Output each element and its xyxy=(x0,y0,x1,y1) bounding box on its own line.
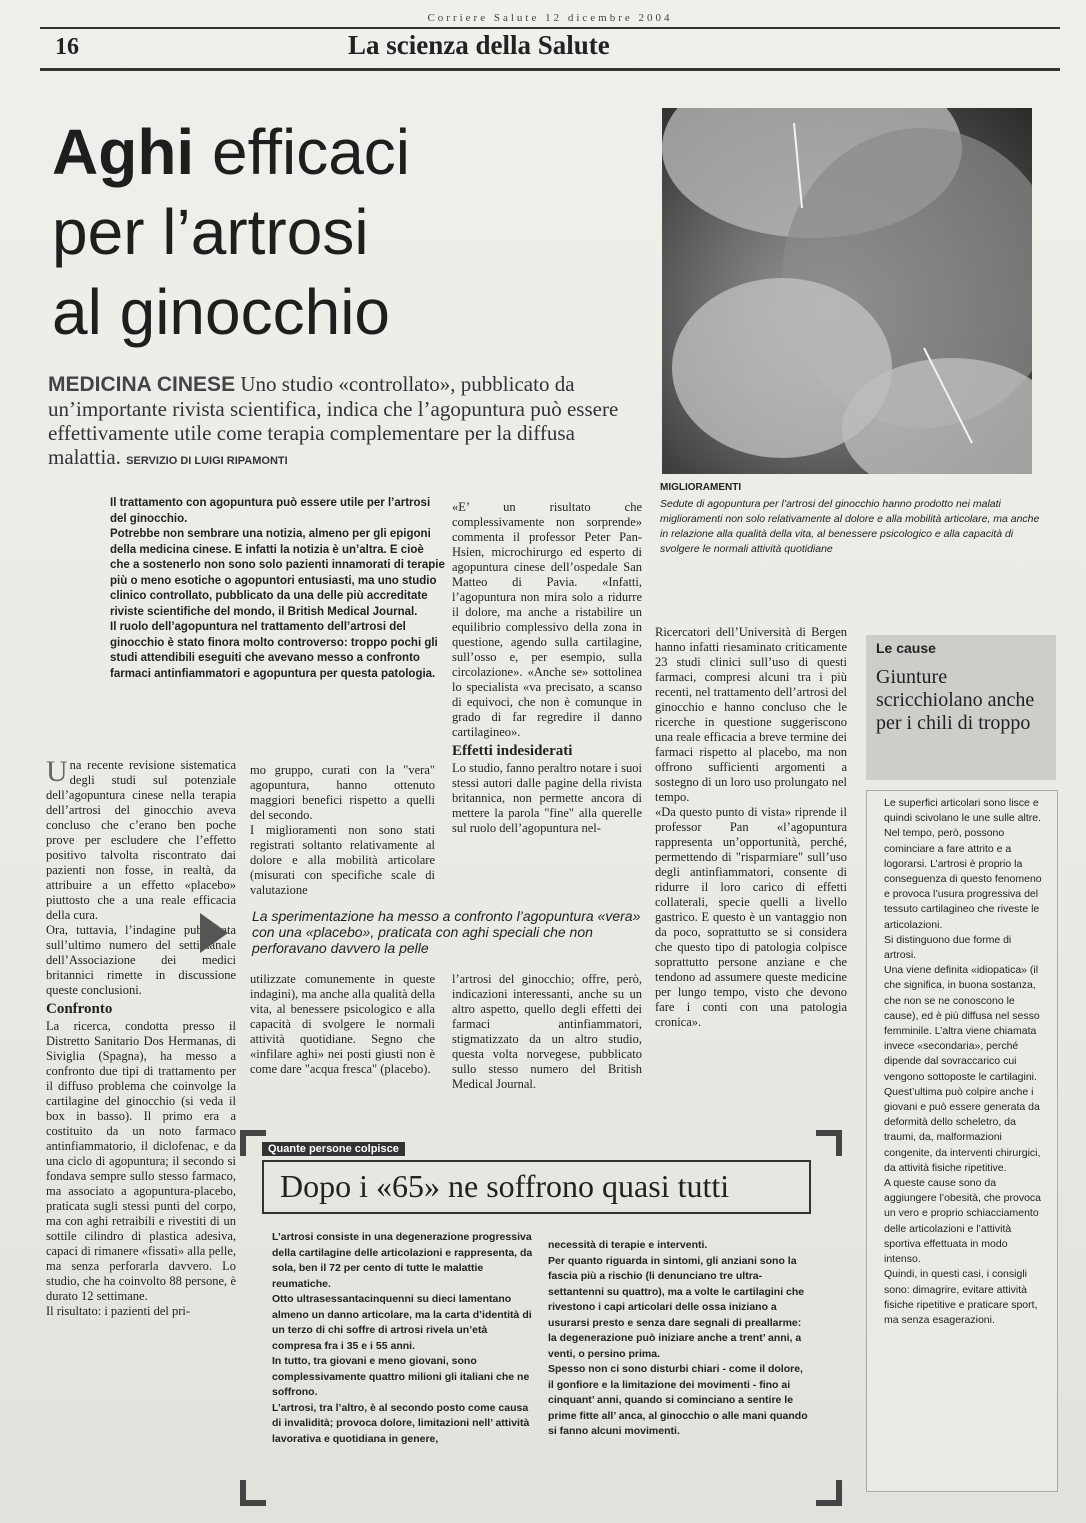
column-2-top xyxy=(250,763,435,898)
section-rule xyxy=(40,68,1060,71)
col4-para2: «Da questo punto di vista» riprende il professor Pan «l’agopuntura rappresenta un’opportunità, perché, permettendo di "risparmiare" sull’uso degli antinfiammatori, consente di ridurre il loro carico di effetti collaterali, specie quelli a livello gastrico. E questo è un vantaggio non da poco, soprattutto se si considera che questo tipo di patologia colpisce soprattutto persone anziane e che tendono ad assumere queste medicine per lungo tempo, visto che devono fare i conti con una patologia cronica». xyxy=(655,805,847,1029)
pullquote-arrow-icon xyxy=(200,913,228,953)
column-1-top xyxy=(46,755,236,1319)
deck xyxy=(48,372,648,473)
box-left-column xyxy=(272,1230,534,1447)
box-paragraph: Per quanto riguarda in sintomi, gli anziani sono la fascia più a rischio (li denunciano tre ultra-settantenni su quattro), ma a volte le cartilagini che rivestono i capi articolari delle ossa iniziano a usurarsi presto e senza dare segnali di preallarme: la degenerazione può iniziare anche a trent’ anni, a venti, o persino prima. xyxy=(548,1254,805,1360)
sidebar-paragraph: A queste cause sono da aggiungere l’obesità, che provoca un vero e proprio schiacciamento delle articolazioni e l’attività sportiva effettuata in modo intenso. xyxy=(884,1177,1042,1266)
drop-cap: U xyxy=(46,755,68,788)
box-title: Dopo i «65» ne soffrono quasi tutti xyxy=(280,1168,730,1204)
byline: SERVIZIO DI LUIGI RIPAMONTI xyxy=(126,455,288,467)
deck-text: Uno studio «controllato», pubblicato da un’importante rivista scientifica, indica che l’agopuntura può essere effettivamente utile come terapia complementare per la diffusa malattia. xyxy=(48,372,619,469)
box-paragraph: L’artrosi consiste in una degenerazione progressiva della cartilagine delle articolazioni e rappresenta, da sola, ben il 72 per cento di tutte le malattie reumatiche. xyxy=(272,1231,533,1290)
photo-caption: Sedute di agopuntura per l’artrosi del ginocchio hanno prodotto nei malati miglioramenti non solo relativamente al dolore e alla mobilità articolare, ma anche in relazione alla qualità della vita, al benessere psicologico e alla capacità di svolgere le normali attività quotidiane xyxy=(660,498,1040,555)
col3-para1: «E’ un risultato che complessivamente non sorprende» commenta il professor Peter Pan-Hsien, microchirurgo ed esperto di agopuntura cinese dell’ospedale San Matteo di Pavia. «Infatti, l’agopuntura non mira solo a ridurre il dolore, ma anche a ristabilire un equilibrio complessivo della zona in questione, agendo sulla cartilagine, sull’osso e, per esempio, sulla circolazione». «Anche se» sottolinea lo specialista «va precisato, a scanso di equivoci, che non è comunque in grado di far regredire il danno cartilagineo». xyxy=(452,500,642,739)
col1-para2: Ora, tuttavia, l’indagine pubblicata sull’ultimo numero del settimanale dell’Associazione dei medici britannici rimette in discussione queste conclusioni. xyxy=(46,923,236,997)
lead-paragraph: Potrebbe non sembrare una notizia, almeno per gli epigoni della medicina cinese. E infatti la notizia è un’altra. E cioè che a sostenerlo non sono solo pazienti innamorati di terapie più o meno esotiche o agopuntori entusiasti, ma uno studio clinico controllato, pubblicato da una delle più accreditate riviste scientifiche del mondo, il British Medical Journal. xyxy=(110,528,445,618)
sidebar-label: Le cause xyxy=(876,640,936,656)
top-rule xyxy=(40,27,1060,29)
headline-line3: al ginocchio xyxy=(52,276,390,348)
box-paragraph: Spesso non ci sono disturbi chiari - come il dolore, il gonfiore e la limitazione dei movimenti - fino ai cinquant’ anni, quando si cominciano a sentire le prime fitte all’ anca, al ginocchio o alle mani quando si fanno alcuni movimenti. xyxy=(548,1363,808,1437)
column-2-bottom xyxy=(250,972,435,1077)
acupuncture-photo xyxy=(662,108,1032,474)
box-paragraph: In tutto, tra giovani e meno giovani, sono complessivamente quattro milioni gli italiani che ne soffrono. xyxy=(272,1355,530,1398)
subhead-effetti: Effetti indesiderati xyxy=(452,743,573,759)
box-corner-bottom-left xyxy=(240,1480,266,1506)
col1-para3: La ricerca, condotta presso il Distretto Sanitario Dos Hermanas, di Siviglia (Spagna), ha messo a confronto due tipi di trattamento per il diffuso problema che coinvolge la cartilagine del ginocchio (si veda il box in basso). Il primo era a costituito da un noto farmaco antinfiammatorio, il diclofenac, e da una ciclo di agopuntura; il secondo si fondava sempre sullo stesso farmaco, ma associato a agopuntura-placebo, praticata sugli stessi punti del corpo, ma con aghi retraibili e rivestiti di un sottile cilindro di plastica adesiva, capaci di rimanere «fissati» alla pelle, ma senza perforarla davvero. Lo studio, che ha coinvolto 88 persone, è durato 12 settimane. xyxy=(46,1019,236,1303)
photo-illustration xyxy=(662,108,1032,474)
sidebar-paragraph: Una viene definita «idiopatica» (il che significa, in buona sostanza, che non se ne conoscono le cause), ed è più diffusa nel sesso femminile. L’altra viene chiamata invece «secondaria», perché dipende dal sovraccarico cui vengono sottoposte le cartilagini. xyxy=(884,964,1040,1083)
sidebar-paragraph: Quest’ultima può colpire anche i giovani e può essere generata da deformità dello scheletro, da traumi, da, malformazioni congenite, da interventi chirurgici, da attività fisiche ripetitive. xyxy=(884,1085,1041,1174)
sidebar-text xyxy=(884,796,1044,1328)
photo-caption-title: MIGLIORAMENTI xyxy=(660,482,742,493)
deck-kicker: MEDICINA CINESE xyxy=(48,373,236,396)
box-label: Quante persone colpisce xyxy=(262,1142,405,1156)
section-title: La scienza della Salute xyxy=(348,30,610,60)
column-4 xyxy=(655,625,847,1030)
col2-para3: utilizzate comunemente in queste indagini), ma anche alla qualità della vita, al benessere psicologico e alla capacità di svolgere le normali attività quotidiane. Segno che «infilare aghi» nei posti giusti non è come dare "acqua fresca" (placebo). xyxy=(250,972,435,1076)
col4-para1: Ricercatori dell’Università di Bergen hanno infatti riesaminato criticamente 23 studi clinici sull’uso di questi farmaci, compresi alcuni tra i più recenti, nel trattamento dell’artrosi del ginocchio e hanno concluso che le ricerche in questione suggeriscono una reale efficacia a breve termine dei farmaci rispetto al placebo, ma non offrono sufficienti argomenti a sostegno di un loro uso prolungato nel tempo. xyxy=(655,625,847,804)
sidebar-paragraph: Le superfici articolari sono lisce e quindi scivolano le une sulle altre. Nel tempo, però, possono cominciare a fare attrito e a logorarsi. L’artrosi è proprio la conseguenza di questo fenomeno e provoca l’usura progressiva del tessuto cartilagineo che riveste le articolazioni. xyxy=(884,797,1042,931)
sidebar-title: Giunture scricchiolano anche per i chili di troppo xyxy=(876,666,1035,734)
headline-line1: Aghi efficaci xyxy=(52,116,410,188)
page-number: 16 xyxy=(55,34,79,60)
box-title-frame xyxy=(262,1160,811,1214)
sidebar-paragraph: Quindi, in questi casi, i consigli sono: dimagrire, evitare attività fisiche ripetitive e praticare sport, ma senza esagerazioni. xyxy=(884,1268,1038,1326)
col3-para2: Lo studio, fanno peraltro notare i suoi stessi autori dalle pagine della rivista britannica, non permette ancora di mettere la parola "fine" alla querelle sul ruolo dell’agopuntura nel- xyxy=(452,761,642,835)
lead-paragraph: Il ruolo dell’agopuntura nel trattamento dell’artrosi del ginocchio è stato finora molto controverso: troppo pochi gli studi attendibili eseguiti che avevano messo a confronto farmaci antinfiammatori e agopuntura per questa patologia. xyxy=(110,621,438,680)
box-corner-top-right xyxy=(816,1130,842,1156)
subhead-confronto: Confronto xyxy=(46,1001,113,1017)
col1-para1: na recente revisione sistematica degli studi sul potenziale dell’agopuntura cinese nella terapia dell’artrosi del ginocchio aveva concluso che c’erano ben poche prove per escludere che l’effetto positivo talvolta riscontrato dai pazienti non fosse, in realtà, da attribuire a un effetto «placebo» piuttosto che a una reale efficacia della cura. xyxy=(46,758,236,922)
sidebar-paragraph: Si distinguono due forme di artrosi. xyxy=(884,933,1012,962)
box-paragraph: L’artrosi, tra l’altro, è al secondo posto come causa di invalidità; provoca dolore, limitazioni nell’ attività lavorativa e quotidiana in genere, xyxy=(272,1401,530,1445)
col1-para4: Il risultato: i pazienti del pri- xyxy=(46,1304,191,1318)
pull-quote: La sperimentazione ha messo a confronto l’agopuntura «vera» con una «placebo», praticata con aghi speciali che non perforavano davvero la pelle xyxy=(252,908,641,956)
lead-paragraph: Il trattamento con agopuntura può essere utile per l’artrosi del ginocchio. xyxy=(110,497,431,525)
col3-para3: l’artrosi del ginocchio; offre, però, indicazioni interessanti, anche su un altro aspetto, quello degli effetti dei farmaci antinfiammatori, stigmatizzato da un altro studio, questa volta norvegese, pubblicato sullo stesso numero del British Medical Journal. xyxy=(452,972,642,1091)
headline-line2: per l’artrosi xyxy=(52,196,369,268)
box-corner-bottom-right xyxy=(816,1480,842,1506)
col2-para2: I miglioramenti non sono stati registrati soltanto relativamente al dolore e alla mobilità articolare (misurati con specifiche scale di valutazione xyxy=(250,823,435,897)
column-3-top xyxy=(452,500,642,836)
lead-paragraphs xyxy=(110,496,445,682)
column-3-bottom xyxy=(452,972,642,1092)
col2-para1: mo gruppo, curati con la "vera" agopuntura, hanno ottenuto maggiori benefici rispetto a quelli del secondo. xyxy=(250,763,435,822)
box-right-column xyxy=(548,1238,810,1440)
box-paragraph: necessità di terapie e interventi. xyxy=(548,1239,708,1251)
running-header: Corriere Salute 12 dicembre 2004 xyxy=(427,12,673,24)
box-paragraph: Otto ultrasessantacinquenni su dieci lamentano almeno un danno articolare, ma la carta d’identità di un terzo di chi soffre di artrosi rivela un’età compresa fra i 35 e i 55 anni. xyxy=(272,1293,532,1352)
